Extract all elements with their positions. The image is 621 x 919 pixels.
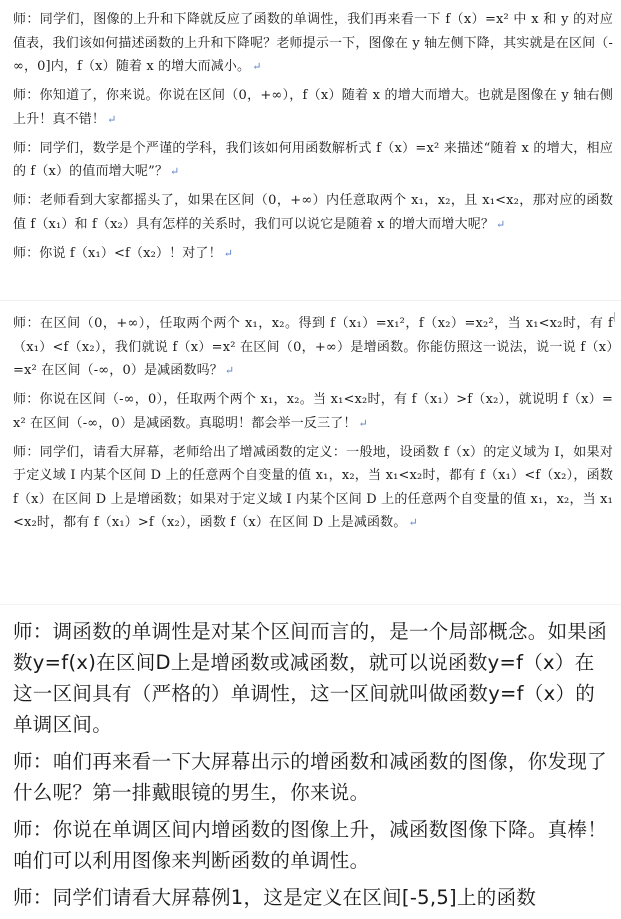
paragraph: 师：咱们再来看一下大屏幕出示的增函数和减函数的图像，你发现了什么呢？第一排戴眼镜的男生，你来说。 (13, 750, 608, 804)
crop-mark (614, 312, 615, 322)
dialogue-section-2 (13, 312, 613, 540)
paragraph: 师：同学们，请看大屏幕，老师给出了增减函数的定义：一般地，设函数 f（x）的定义域为 I，如果对于定义域 I 内某个区间 D 上的任意两个自变量的值 x₁，x₂，当 x₁<x₂时，都有 f（x₁）<f（x₂），函数 f（x）在区间 D 上是增函数；如果对于定义域 I 内某个区间 D 上的任意两个自变量的值 x₁，x₂，当 x₁<x₂时，都有 f（x₁）>f（x₂），函数 f（x）在区间 D 上是减函数。 ↵ (13, 444, 613, 530)
paragraph: 师：在区间（0，+∞），任取两个两个 x₁，x₂。得到 f（x₁）=x₁²，f（x₂）=x₂²，当 x₁<x₂时，有 f（x₁）<f（x₂），我们就说 f（x）=x² 在区间（0，+∞）是增函数。你能仿照这一说法，说一说 f（x）=x² 在区间（-∞，0）是减函数吗？ ↵ (13, 316, 613, 378)
paragraph: 师：你知道了，你来说。你说在区间（0，+∞），f（x）随着 x 的增大而增大。也就是图像在 y 轴右侧上升！真不错！ ↵ (13, 88, 613, 127)
return-mark-icon: ↵ (224, 364, 235, 377)
paragraph: 师：同学们，图像的上升和下降就反应了函数的单调性，我们再来看一下 f（x）=x² 中 x 和 y 的对应值表，我们该如何描述函数的上升和下降呢？老师提示一下，图像在 y 轴左侧下降，其实就是在区间（-∞，0]内，f（x）随着 x 的增大而减小。 ↵ (13, 12, 613, 74)
return-mark-icon: ↵ (252, 60, 262, 73)
paragraph: 师：同学们，数学是个严谨的学科，我们该如何用函数解析式 f（x）=x² 来描述“随着 x 的增大，相应的 f（x）的值而增大呢”？ ↵ (13, 140, 613, 179)
dialogue-section-1 (13, 8, 613, 271)
return-mark-icon: ↵ (223, 246, 234, 260)
return-mark-icon: ↵ (170, 165, 180, 178)
divider (0, 300, 621, 301)
paragraph: 师：你说在单调区间内增函数的图像上升，减函数图像下降。真棒！咱们可以利用图像来判断函数的单调性。 (13, 818, 608, 872)
divider (0, 604, 621, 605)
paragraph: 师：调函数的单调性是对某个区间而言的，是一个局部概念。如果函数y=f(x)在区间D上是增函数或减函数，就可以说函数y=f（x）在这一区间具有（严格的）单调性，这一区间就叫做函数y=f（x）的单调区间。 (13, 620, 608, 736)
paragraph: 师：你说 f（x₁）<f（x₂）！对了！ ↵ (13, 245, 234, 261)
paragraph: 师：老师看到大家都摇头了，如果在区间（0，+∞）内任意取两个 x₁，x₂，且 x₁<x₂，那对应的函数值 f（x₁）和 f（x₂）具有怎样的关系时，我们可以说它是随着 x 的增大而增大呢？ ↵ (13, 193, 613, 232)
dialogue-section-3 (13, 616, 613, 919)
paragraph: 师：同学们请看大屏幕例1，这是定义在区间[-5,5]上的函数 (13, 886, 537, 909)
paragraph: 师：你说在区间（-∞，0），任取两个两个 x₁，x₂。当 x₁<x₂时，有 f（x₁）>f（x₂），就说明 f（x）=x² 在区间（-∞，0）是减函数。真聪明！都会举一反三了！ ↵ (13, 392, 613, 431)
return-mark-icon: ↵ (408, 516, 418, 529)
return-mark-icon: ↵ (107, 112, 117, 126)
return-mark-icon: ↵ (496, 217, 506, 231)
return-mark-icon: ↵ (358, 416, 368, 430)
